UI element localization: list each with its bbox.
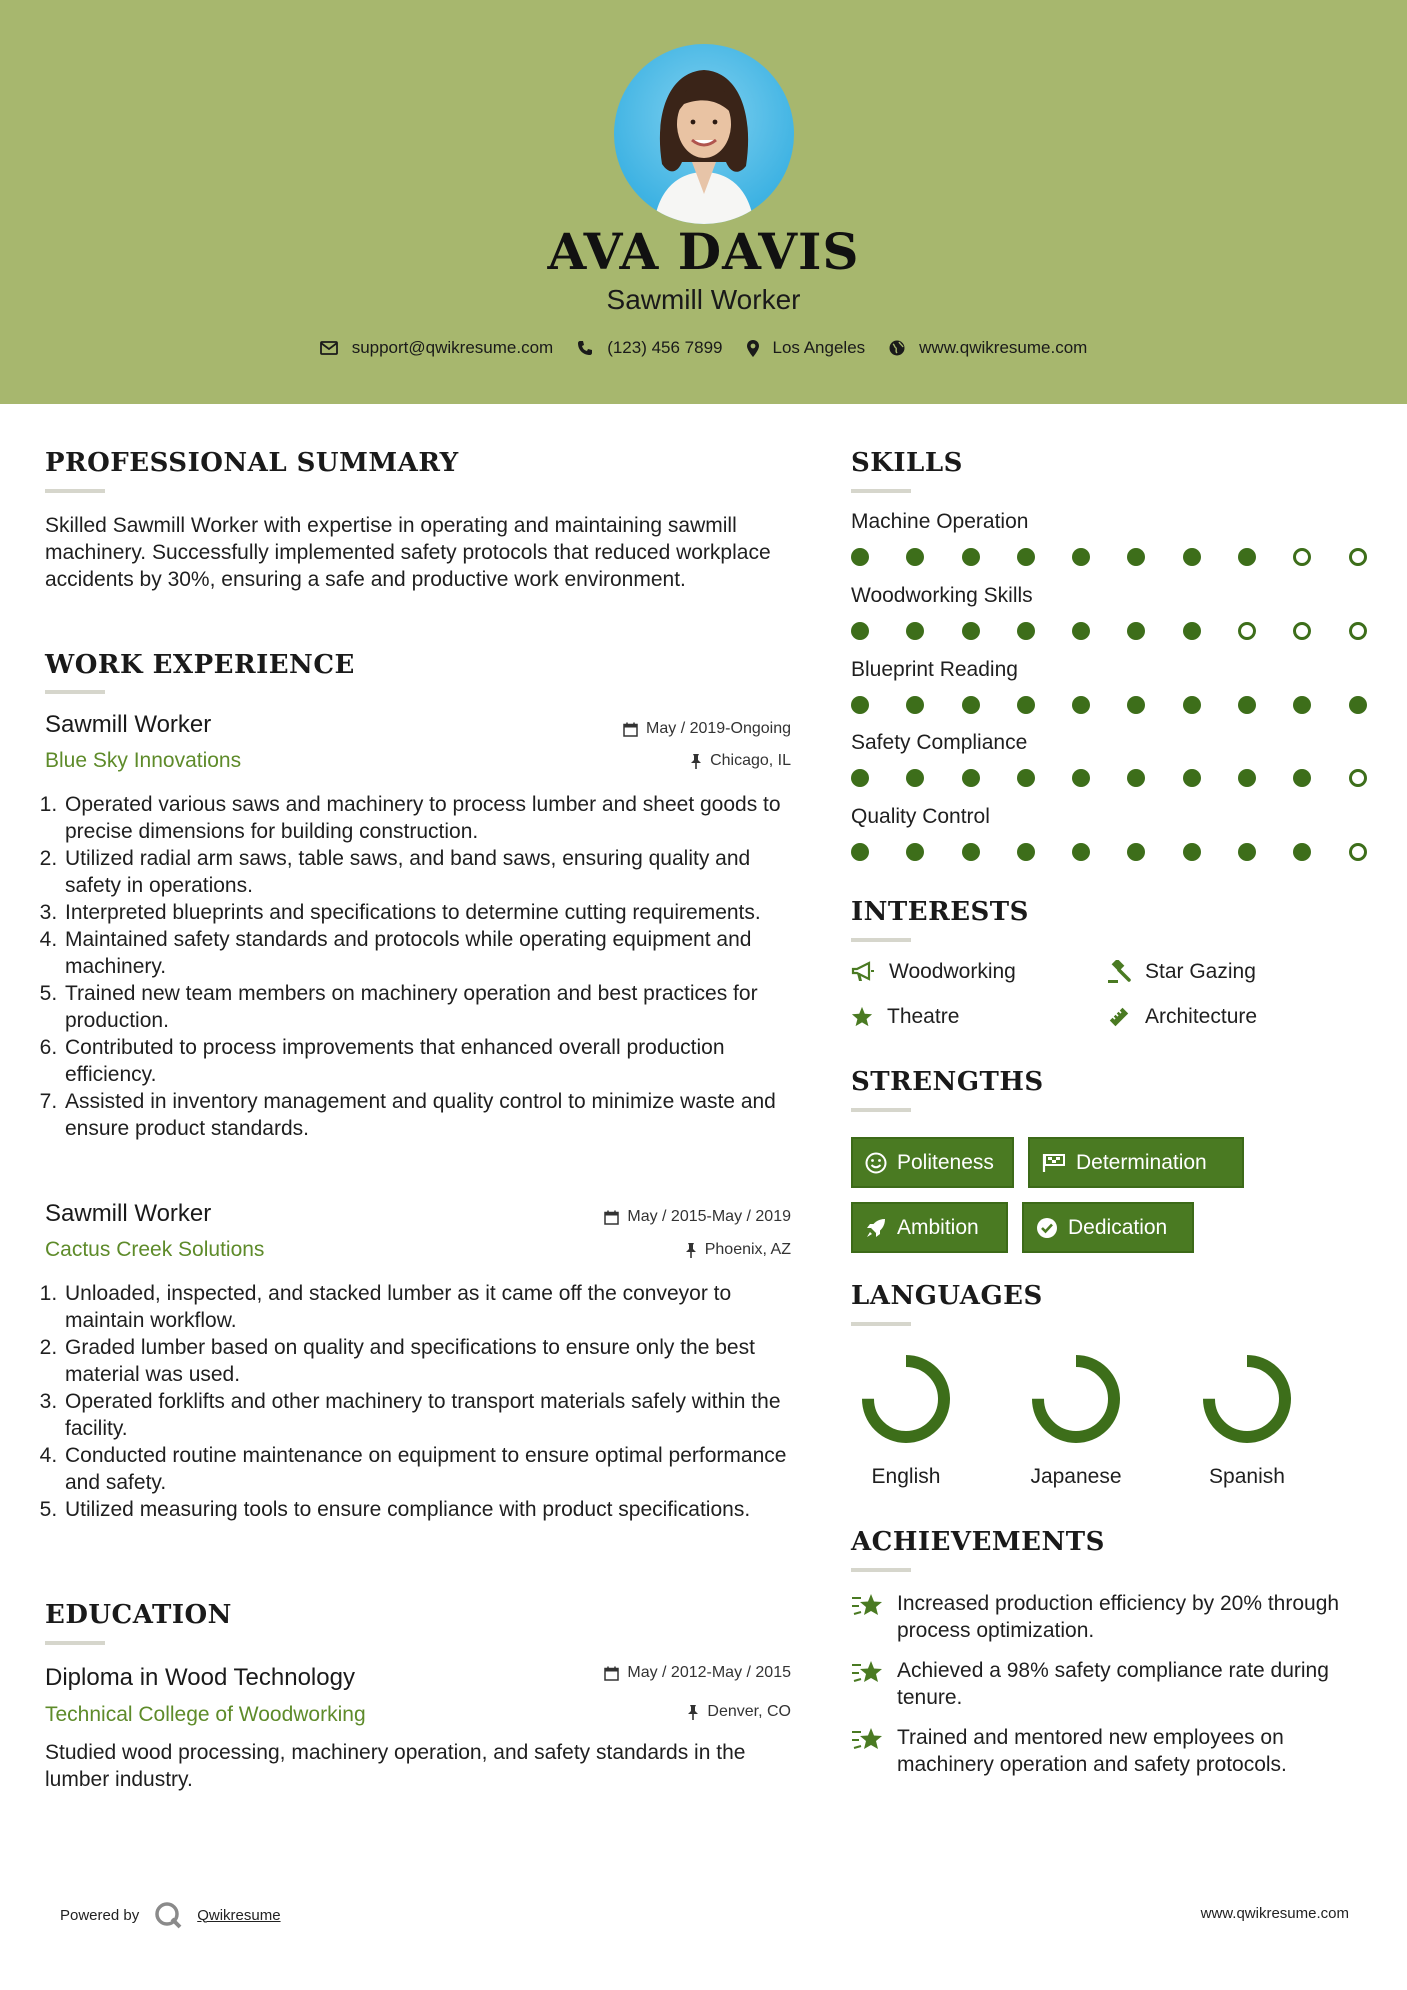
- powered-by-text: Powered by: [60, 1906, 140, 1924]
- job-title: Sawmill Worker: [45, 711, 212, 738]
- contact-bar: [0, 338, 1407, 358]
- achievement-item: [851, 1657, 1351, 1711]
- language-level-arc: [1209, 1361, 1285, 1437]
- job-dates-text: May / 2015-May / 2019: [627, 1208, 791, 1225]
- footer-powered-by: [60, 1900, 281, 1930]
- summary-heading: PROFESSIONAL SUMMARY: [45, 448, 459, 478]
- list-item: 4. Conducted routine maintenance on equipment to ensure optimal performance and safety.: [63, 1442, 795, 1496]
- location-text: Los Angeles: [772, 338, 866, 357]
- interest-item: [851, 960, 1016, 984]
- star-icon: [851, 1006, 873, 1028]
- rating-dot-filled: [1183, 696, 1201, 714]
- skill-rating: [851, 696, 1367, 714]
- footer-url[interactable]: www.qwikresume.com: [1200, 1905, 1349, 1922]
- rating-dot-filled: [962, 622, 980, 640]
- skill-rating: [851, 548, 1367, 566]
- strengths-rule: [851, 1108, 911, 1112]
- rating-dot-filled: [906, 769, 924, 787]
- contact-email[interactable]: [320, 338, 554, 358]
- strength-label: Determination: [1076, 1150, 1207, 1174]
- rating-dot-filled: [1349, 696, 1367, 714]
- skills-rule: [851, 489, 911, 493]
- job-bullets: [45, 1280, 795, 1523]
- strength-badge: [851, 1137, 1014, 1188]
- email-text: support@qwikresume.com: [351, 338, 554, 357]
- strength-label: Politeness: [897, 1150, 994, 1174]
- qwikresume-logo-icon: [153, 1900, 183, 1930]
- rating-dot-filled: [962, 769, 980, 787]
- rating-dot-filled: [1293, 696, 1311, 714]
- experience-heading: WORK EXPERIENCE: [45, 650, 355, 680]
- skill-rating: [851, 769, 1367, 787]
- rating-dot-filled: [851, 696, 869, 714]
- skills-heading: SKILLS: [851, 448, 963, 478]
- strengths-heading: STRENGTHS: [851, 1067, 1044, 1097]
- languages-heading: LANGUAGES: [851, 1281, 1043, 1311]
- rating-dot-filled: [1072, 622, 1090, 640]
- brand-link[interactable]: Qwikresume: [197, 1906, 281, 1924]
- job-bullets: [45, 791, 795, 1142]
- job-company: Blue Sky Innovations: [45, 749, 242, 772]
- rating-dot-empty: [1293, 622, 1311, 640]
- rating-dot-filled: [851, 843, 869, 861]
- job-dates: [500, 720, 791, 738]
- degree-title: Diploma in Wood Technology: [45, 1664, 355, 1691]
- calendar-icon: [623, 722, 638, 737]
- interest-item: [851, 1005, 959, 1029]
- skill-name: Woodworking Skills: [851, 584, 1033, 607]
- job-location-text: Phoenix, AZ: [704, 1241, 791, 1258]
- rating-dot-filled: [1072, 769, 1090, 787]
- rating-dot-filled: [1017, 622, 1035, 640]
- pushpin-icon: [687, 1705, 699, 1720]
- rating-dot-filled: [1183, 843, 1201, 861]
- contact-location: [747, 338, 866, 358]
- summary-rule: [45, 489, 105, 493]
- experience-rule: [45, 690, 105, 694]
- achievements-heading: ACHIEVEMENTS: [851, 1527, 1105, 1557]
- job-company: Cactus Creek Solutions: [45, 1238, 265, 1261]
- summary-text: Skilled Sawmill Worker with expertise in operating and maintaining sawmill machinery. Successfully implemented safety protocols that reduced workplace accidents by 30%, ensuring a safe and productive work environment.: [45, 514, 771, 591]
- language-ring: [1201, 1353, 1293, 1445]
- shooting-star-icon: [851, 1659, 885, 1687]
- list-item: 2. Graded lumber based on quality and specifications to ensure only the best material was used.: [63, 1334, 795, 1388]
- job-dates: [500, 1208, 791, 1226]
- rating-dot-filled: [1238, 548, 1256, 566]
- languages-rule: [851, 1322, 911, 1326]
- megaphone-icon: [851, 961, 875, 983]
- map-pin-icon: [747, 340, 759, 357]
- education-location-text: Denver, CO: [707, 1703, 791, 1720]
- rating-dot-filled: [1183, 548, 1201, 566]
- interest-label: Architecture: [1145, 1005, 1258, 1028]
- calendar-icon: [604, 1210, 619, 1225]
- achievement-text: Increased production efficiency by 20% through process optimization.: [897, 1592, 1340, 1642]
- rating-dot-filled: [1072, 843, 1090, 861]
- list-item: 3. Operated forklifts and other machinery to transport materials safely within the facility.: [63, 1388, 795, 1442]
- interests-rule: [851, 938, 911, 942]
- achievement-text: Trained and mentored new employees on machinery operation and safety protocols.: [897, 1726, 1287, 1776]
- resume-header: [0, 0, 1407, 404]
- rating-dot-filled: [962, 843, 980, 861]
- achievements-rule: [851, 1568, 911, 1572]
- list-item: 1. Operated various saws and machinery to process lumber and sheet goods to precise dimensions for building construction.: [63, 791, 795, 845]
- candidate-name: AVA DAVIS: [547, 222, 860, 281]
- language-ring: [1030, 1353, 1122, 1445]
- profile-photo: [614, 44, 794, 224]
- rating-dot-filled: [1017, 843, 1035, 861]
- rating-dot-filled: [1017, 548, 1035, 566]
- rating-dot-filled: [1183, 769, 1201, 787]
- interest-item: [1107, 960, 1256, 984]
- skill-name: Machine Operation: [851, 510, 1029, 533]
- interest-item: [1107, 1005, 1257, 1029]
- flag-icon: [1042, 1153, 1066, 1173]
- rating-dot-filled: [1183, 622, 1201, 640]
- rating-dot-filled: [906, 622, 924, 640]
- education-heading: EDUCATION: [45, 1600, 232, 1630]
- interest-label: Woodworking: [889, 960, 1016, 983]
- education-dates-text: May / 2012-May / 2015: [627, 1664, 791, 1681]
- rating-dot-filled: [851, 622, 869, 640]
- rating-dot-filled: [1072, 548, 1090, 566]
- rating-dot-filled: [1127, 696, 1145, 714]
- strength-badge: [1022, 1202, 1194, 1253]
- strength-label: Ambition: [897, 1215, 979, 1239]
- strength-label: Dedication: [1068, 1215, 1168, 1239]
- calendar-icon: [604, 1666, 619, 1681]
- rating-dot-filled: [1293, 843, 1311, 861]
- list-item: 2. Utilized radial arm saws, table saws, and band saws, ensuring quality and safety in operations.: [63, 845, 795, 899]
- interest-label: Theatre: [887, 1005, 960, 1028]
- rating-dot-filled: [1017, 696, 1035, 714]
- language-name: Japanese: [1030, 1465, 1122, 1488]
- rating-dot-filled: [851, 548, 869, 566]
- list-item: 3. Interpreted blueprints and specifications to determine cutting requirements.: [63, 899, 795, 926]
- contact-website[interactable]: [889, 338, 1087, 358]
- check-circle-icon: [1036, 1217, 1058, 1239]
- rating-dot-filled: [962, 696, 980, 714]
- smile-icon: [865, 1152, 887, 1174]
- skill-rating: [851, 622, 1367, 640]
- skill-name: Blueprint Reading: [851, 658, 1018, 681]
- gavel-icon: [1107, 960, 1131, 984]
- rating-dot-filled: [1127, 622, 1145, 640]
- language-level-arc: [1038, 1361, 1114, 1437]
- language-name: Spanish: [1209, 1465, 1285, 1488]
- rating-dot-filled: [1238, 696, 1256, 714]
- rating-dot-empty: [1349, 622, 1367, 640]
- pushpin-icon: [690, 754, 702, 769]
- ruler-icon: [1107, 1005, 1131, 1029]
- school-name: Technical College of Woodworking: [45, 1703, 366, 1726]
- language-ring: [860, 1353, 952, 1445]
- envelope-icon: [320, 341, 338, 355]
- rating-dot-filled: [1072, 696, 1090, 714]
- shooting-star-icon: [851, 1726, 885, 1754]
- rating-dot-filled: [906, 843, 924, 861]
- rating-dot-empty: [1293, 548, 1311, 566]
- pushpin-icon: [685, 1243, 697, 1258]
- interests-heading: INTERESTS: [851, 897, 1029, 927]
- rating-dot-filled: [1238, 843, 1256, 861]
- website-text: www.qwikresume.com: [919, 338, 1088, 357]
- language-name: English: [871, 1465, 941, 1488]
- education-location: [500, 1703, 791, 1721]
- rating-dot-filled: [906, 548, 924, 566]
- rating-dot-filled: [906, 696, 924, 714]
- list-item: 1. Unloaded, inspected, and stacked lumber as it came off the conveyor to maintain workflow.: [63, 1280, 795, 1334]
- education-rule: [45, 1641, 105, 1645]
- rating-dot-filled: [1017, 769, 1035, 787]
- job-location-text: Chicago, IL: [710, 752, 791, 769]
- rating-dot-empty: [1349, 548, 1367, 566]
- rating-dot-empty: [1349, 769, 1367, 787]
- phone-text: (123) 456 7899: [607, 338, 723, 357]
- language-level-arc: [868, 1361, 944, 1437]
- rating-dot-filled: [1127, 548, 1145, 566]
- rating-dot-filled: [1293, 769, 1311, 787]
- skill-rating: [851, 843, 1367, 861]
- strength-badge: [1028, 1137, 1244, 1188]
- job-dates-text: May / 2019-Ongoing: [646, 720, 791, 737]
- job-location: [500, 752, 791, 770]
- rating-dot-filled: [1127, 769, 1145, 787]
- education-description: Studied wood processing, machinery operation, and safety standards in the lumber industry.: [45, 1741, 746, 1791]
- list-item: 7. Assisted in inventory management and quality control to minimize waste and ensure product standards.: [63, 1088, 795, 1142]
- shooting-star-icon: [851, 1592, 885, 1620]
- achievement-item: [851, 1724, 1351, 1778]
- rating-dot-empty: [1349, 843, 1367, 861]
- job-title: Sawmill Worker: [45, 1200, 212, 1227]
- rating-dot-empty: [1238, 622, 1256, 640]
- rating-dot-filled: [962, 548, 980, 566]
- achievement-item: [851, 1590, 1351, 1644]
- list-item: 5. Trained new team members on machinery operation and best practices for production.: [63, 980, 795, 1034]
- candidate-title: Sawmill Worker: [606, 284, 801, 315]
- education-dates: [500, 1664, 791, 1682]
- rating-dot-filled: [1238, 769, 1256, 787]
- job-location: [500, 1241, 791, 1259]
- list-item: 6. Contributed to process improvements that enhanced overall production efficiency.: [63, 1034, 795, 1088]
- rating-dot-filled: [1127, 843, 1145, 861]
- strength-badge: [851, 1202, 1008, 1253]
- rating-dot-filled: [851, 769, 869, 787]
- skill-name: Quality Control: [851, 805, 990, 828]
- achievement-text: Achieved a 98% safety compliance rate during tenure.: [897, 1659, 1329, 1709]
- list-item: 4. Maintained safety standards and protocols while operating equipment and machinery.: [63, 926, 795, 980]
- interest-label: Star Gazing: [1145, 960, 1256, 983]
- contact-phone[interactable]: [577, 338, 722, 358]
- list-item: 5. Utilized measuring tools to ensure compliance with product specifications.: [63, 1496, 795, 1523]
- phone-icon: [577, 340, 593, 356]
- rocket-icon: [865, 1217, 887, 1239]
- skill-name: Safety Compliance: [851, 731, 1028, 754]
- portrait-illustration: [614, 44, 794, 224]
- globe-icon: [889, 340, 905, 356]
